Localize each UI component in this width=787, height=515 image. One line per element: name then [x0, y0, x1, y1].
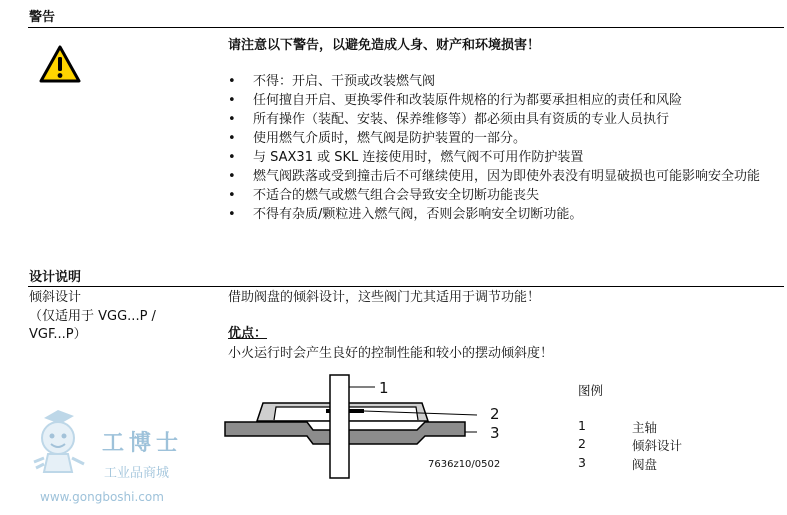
warning-section-title: 警告 — [29, 10, 56, 25]
warning-divider — [28, 27, 784, 28]
diagram-code: 7636z10/0502 — [428, 459, 501, 470]
watermark-sub: 工业品商城 — [104, 466, 170, 481]
warning-item: • 所有操作（装配、安装、保养维修等）都必须由具有资质的专业人员执行 — [228, 110, 784, 129]
warning-item: • 任何擅自开启、更换零件和改装原件规格的行为都要承担相应的责任和风险 — [228, 91, 784, 110]
mascot-icon — [30, 404, 90, 480]
feature-note-line-2: VGF...P） — [29, 327, 87, 342]
advantage-text: 小火运行时会产生良好的控制性能和较小的摆动倾斜度！ — [228, 346, 554, 361]
spindle-part — [330, 375, 349, 478]
legend-label: 主轴 — [632, 420, 658, 435]
legend-num: 2 — [578, 436, 586, 451]
feature-note-line-1: （仅适用于 VGG...P / — [29, 309, 156, 324]
warning-item: • 不得：开启、干预或改装燃气阀 — [228, 72, 784, 91]
advantage-label: 优点： — [228, 326, 268, 341]
legend-num: 3 — [578, 455, 586, 470]
warning-item: • 不得有杂质/颗粒进入燃气阀，否则会影响安全切断功能。 — [228, 205, 784, 224]
warning-heading: 请注意以下警告，以避免造成人身、财产和环境损害！ — [228, 38, 541, 53]
legend-title: 图例 — [578, 383, 604, 398]
design-divider — [28, 286, 784, 287]
legend-label: 倾斜设计 — [632, 438, 683, 453]
callout-2: 2 — [490, 405, 500, 423]
callout-1: 1 — [379, 379, 389, 397]
legend-num: 1 — [578, 418, 586, 433]
warning-list — [228, 72, 784, 224]
warning-item: • 与 SAX31 或 SKL 连接使用时，燃气阀不可用作防护装置 — [228, 148, 784, 167]
feature-label: 倾斜设计 — [29, 290, 82, 305]
legend-label: 阀盘 — [632, 457, 658, 472]
watermark-url: www.gongboshi.com — [40, 490, 164, 504]
design-description: 借助阀盘的倾斜设计，这些阀门尤其适用于调节功能！ — [228, 290, 541, 305]
design-section-title: 设计说明 — [29, 270, 82, 285]
watermark-brand: 工博士 — [102, 431, 184, 456]
warning-item: • 燃气阀跌落或受到撞击后不可继续使用，因为即使外表没有明显破损也可能影响安全功能 — [228, 167, 784, 186]
warning-triangle-icon — [38, 44, 82, 84]
warning-item: • 使用燃气介质时，燃气阀是防护装置的一部分。 — [228, 129, 784, 148]
callout-3: 3 — [490, 424, 500, 442]
warning-item: • 不适合的燃气或燃气组合会导致安全切断功能丧失 — [228, 186, 784, 205]
